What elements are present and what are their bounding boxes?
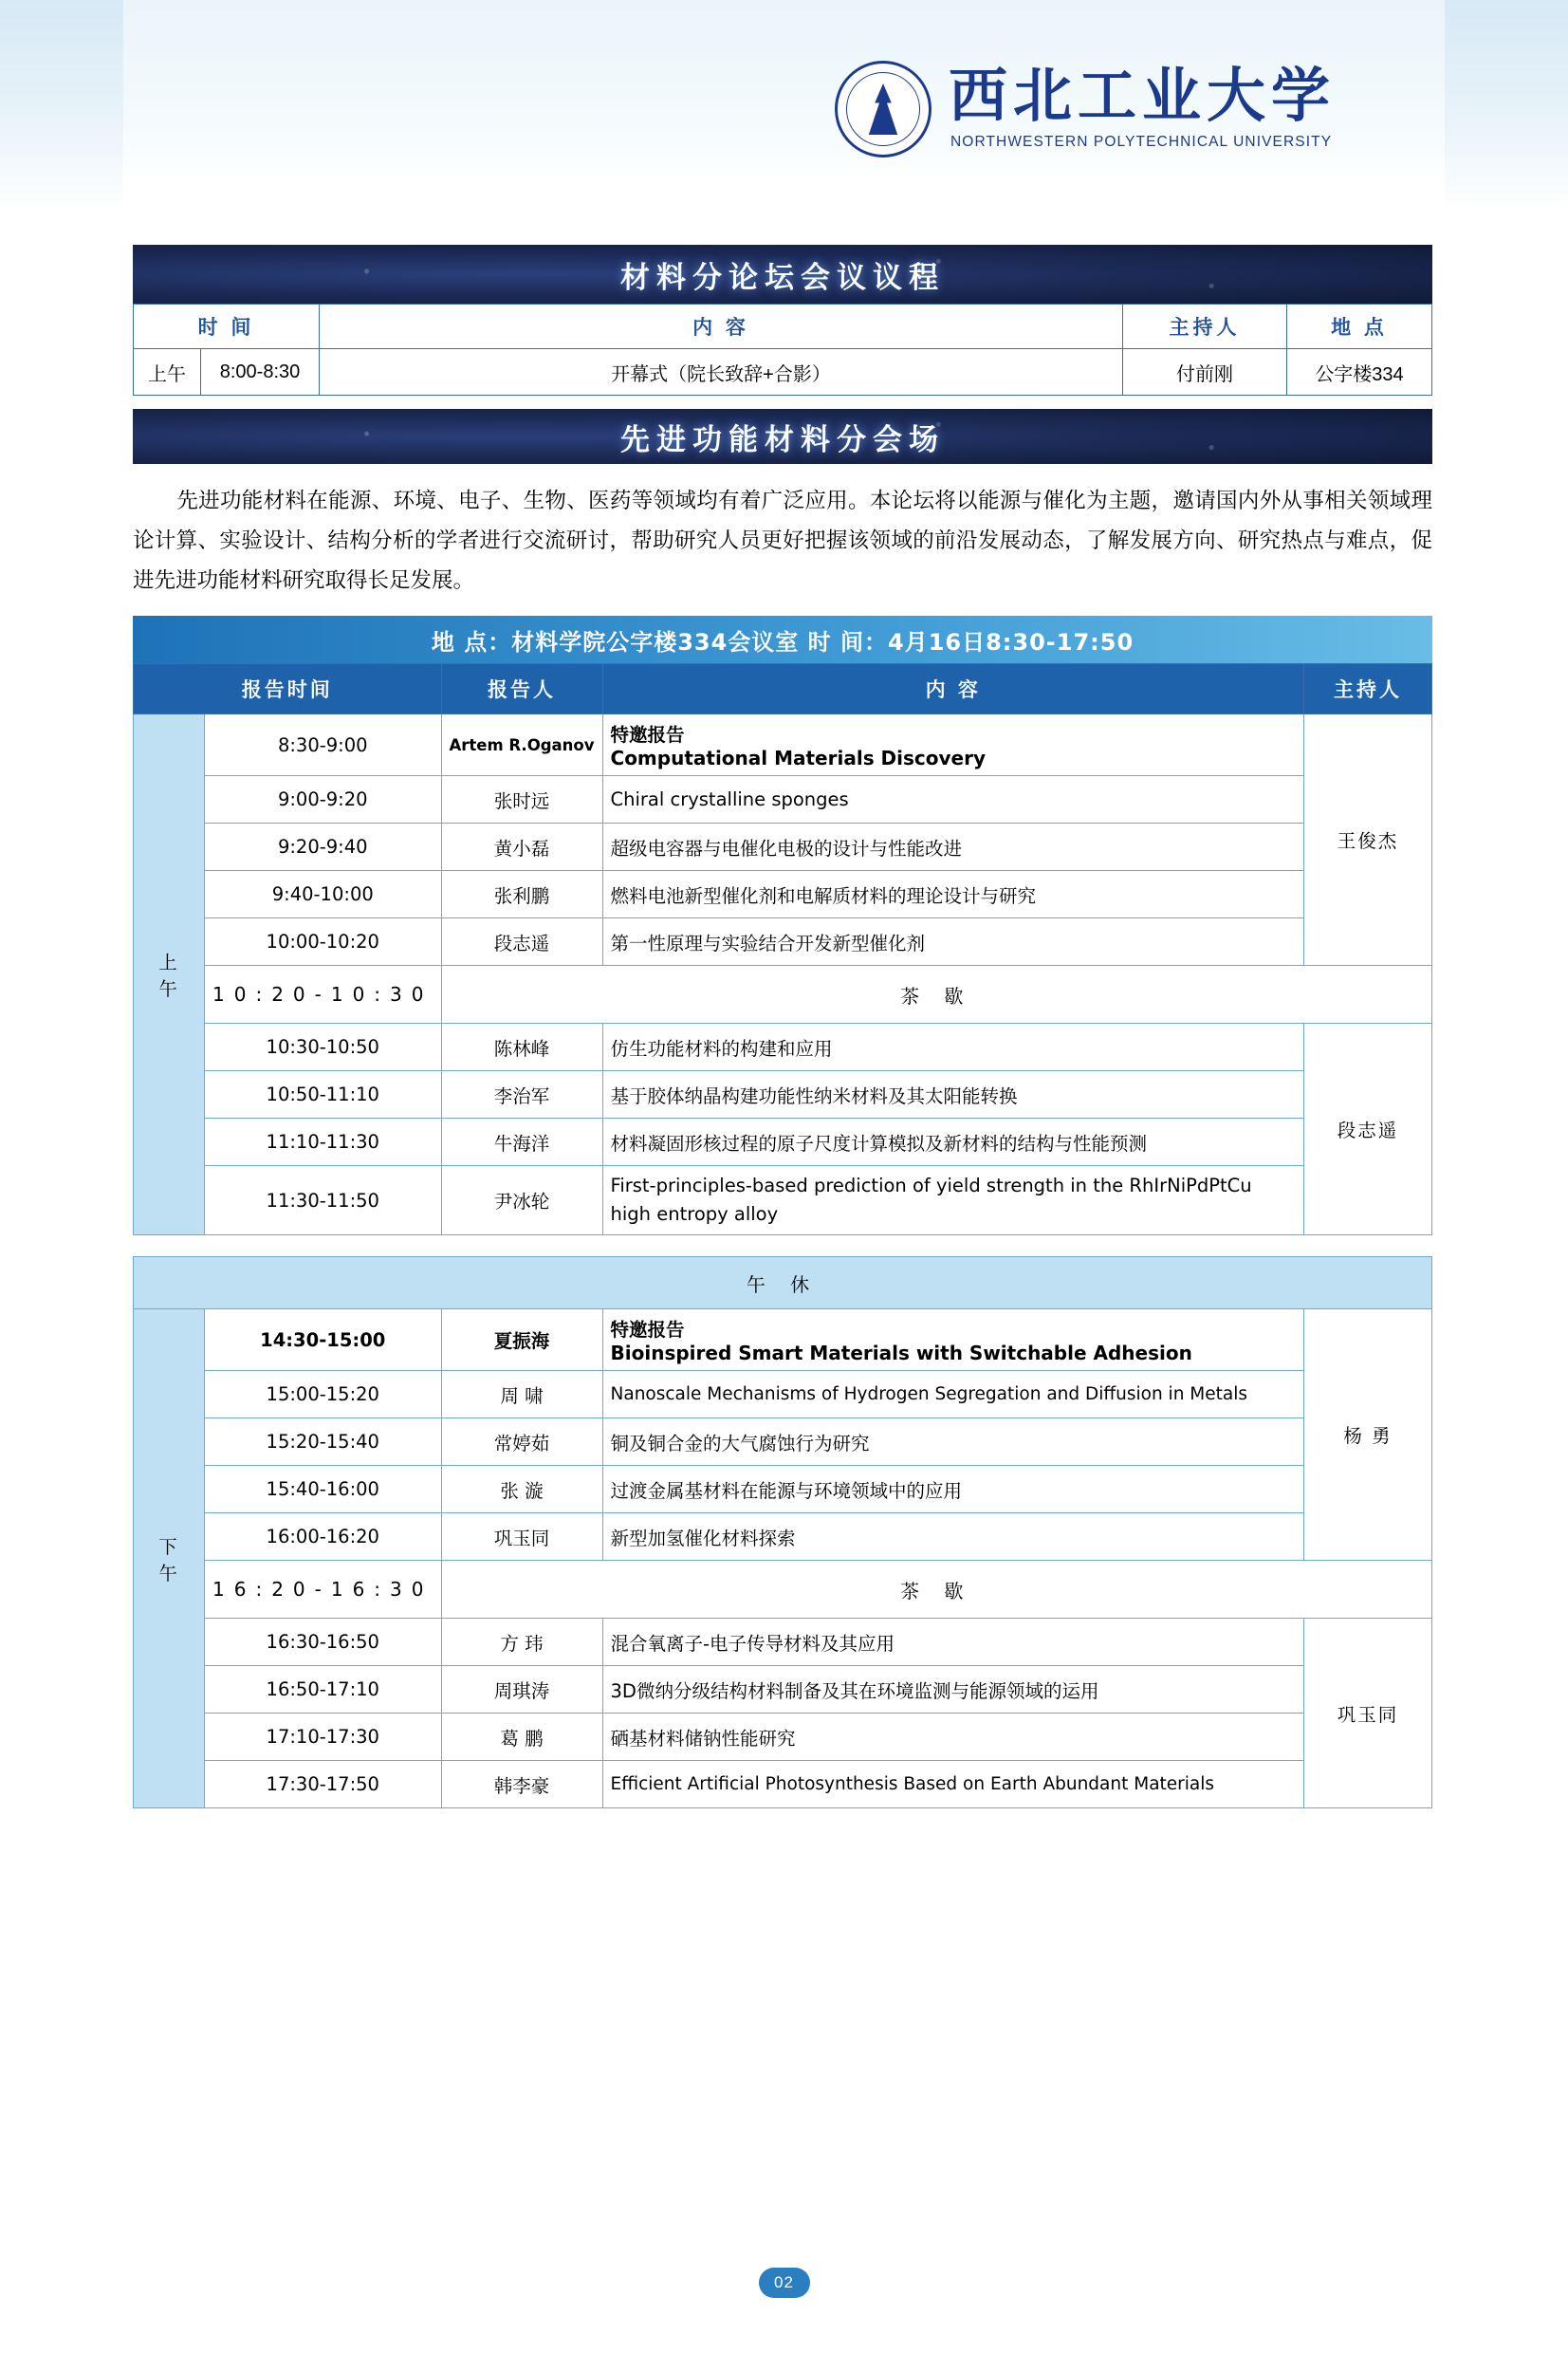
cell-speaker: 张利鹏: [441, 871, 602, 918]
table-row: [134, 1714, 1432, 1761]
cell-content: Efficient Artificial Photosynthesis Based on Earth Abundant Materials: [602, 1761, 1303, 1808]
invited-talk-label: 特邀报告: [610, 724, 685, 746]
cell-content: 过渡金属基材料在能源与环境领域中的应用: [602, 1466, 1303, 1513]
tea-break-row: [134, 1561, 1432, 1619]
cell-time: 10:00-10:20: [205, 918, 442, 966]
table-row: [134, 1466, 1432, 1513]
cell-speaker: 周 啸: [441, 1371, 602, 1418]
cell-speaker: 常婷茹: [441, 1418, 602, 1466]
table-row: [134, 1666, 1432, 1714]
table-row: [134, 714, 1432, 776]
cell-time: 17:30-17:50: [205, 1761, 442, 1808]
cell-time: 15:00-15:20: [205, 1371, 442, 1418]
cell-speaker: 周琪涛: [441, 1666, 602, 1714]
cell-content: 开幕式（院长致辞+合影）: [320, 349, 1123, 396]
session-description: [133, 481, 1432, 601]
cell-content: 第一性原理与实验结合开发新型催化剂: [602, 918, 1303, 966]
cell-speaker: 巩玉同: [441, 1513, 602, 1561]
cell-speaker: 尹冰轮: [441, 1166, 602, 1235]
cell-host: 付前刚: [1123, 349, 1287, 396]
table-row: [134, 1371, 1432, 1418]
cell-time: 16:30-16:50: [205, 1619, 442, 1666]
table-row: [134, 1309, 1432, 1371]
cell-session-morning: 上 午: [134, 714, 205, 1235]
cell-time: 16:00-16:20: [205, 1513, 442, 1561]
cell-content: [602, 1309, 1303, 1371]
opening-schedule-table: [133, 304, 1432, 396]
session-banner: [133, 409, 1432, 464]
cell-time: 11:10-11:30: [205, 1119, 442, 1166]
tea-break-row: [134, 966, 1432, 1024]
cell-time: 15:20-15:40: [205, 1418, 442, 1466]
header-report-time: 报告时间: [134, 664, 442, 714]
invited-talk-label: 特邀报告: [610, 1319, 685, 1341]
session-title: 先进功能材料分会场: [620, 422, 945, 457]
cell-content: 铜及铜合金的大气腐蚀行为研究: [602, 1418, 1303, 1466]
cell-session-afternoon: 下 午: [134, 1309, 205, 1808]
cell-time: 9:00-9:20: [205, 776, 442, 824]
cell-time: 16:50-17:10: [205, 1666, 442, 1714]
cell-speaker: 韩李豪: [441, 1761, 602, 1808]
venue-time-bar: [133, 616, 1432, 663]
cell-lunch-label: 午 休: [134, 1257, 1432, 1309]
table-row: [134, 871, 1432, 918]
cell-time: 8:00-8:30: [201, 349, 320, 396]
table-row: [134, 1761, 1432, 1808]
session-schedule-table: [133, 663, 1432, 1808]
page-header: [0, 0, 1568, 211]
invited-talk-title: Bioinspired Smart Materials with Switchable Adhesion: [610, 1342, 1192, 1364]
table-header-row: [134, 664, 1432, 714]
table-row: [134, 1166, 1432, 1235]
cell-place: 公字楼334: [1287, 349, 1432, 396]
lunch-break-row: [134, 1257, 1432, 1309]
cell-time: 10:50-11:10: [205, 1071, 442, 1119]
table-header-row: [134, 305, 1432, 349]
table-row: [134, 349, 1432, 396]
cell-time: 14:30-15:00: [205, 1309, 442, 1371]
header-host: 主持人: [1304, 664, 1432, 714]
cell-speaker: 方 玮: [441, 1619, 602, 1666]
cell-time: 9:20-9:40: [205, 824, 442, 871]
cell-content: 超级电容器与电催化电极的设计与性能改进: [602, 824, 1303, 871]
header-content: 内 容: [320, 305, 1123, 349]
cell-break-label: 茶 歇: [441, 966, 1432, 1024]
page-number-badge: [759, 2268, 810, 2298]
table-row: [134, 1513, 1432, 1561]
spacer-row: [134, 1235, 1432, 1257]
table-row: [134, 1619, 1432, 1666]
session-description-text: 先进功能材料在能源、环境、电子、生物、医药等领域均有着广泛应用。本论坛将以能源与催化为主题，邀请国内外从事相关领域理论计算、实验设计、结构分析的学者进行交流研讨，帮助研究人员更好把握该领域的前沿发展动态，了解发展方向、研究热点与难点，促进先进功能材料研究取得长足发展。: [133, 489, 1432, 593]
cell-speaker: 张 漩: [441, 1466, 602, 1513]
cell-speaker: 陈林峰: [441, 1024, 602, 1071]
cell-content: 燃料电池新型催化剂和电解质材料的理论设计与研究: [602, 871, 1303, 918]
cell-content: Nanoscale Mechanisms of Hydrogen Segregation and Diffusion in Metals: [602, 1371, 1303, 1418]
forum-agenda-title: 材料分论坛会议议程: [620, 260, 945, 295]
cell-ampm: 上午: [134, 349, 201, 396]
header-place: 地 点: [1287, 305, 1432, 349]
header-speaker: 报告人: [441, 664, 602, 714]
cell-speaker: 牛海洋: [441, 1119, 602, 1166]
cell-content: 仿生功能材料的构建和应用: [602, 1024, 1303, 1071]
venue-time-text: 地 点：材料学院公字楼334会议室 时 间：4月16日8:30-17:50: [431, 628, 1134, 656]
cell-speaker: 夏振海: [441, 1309, 602, 1371]
cell-content: 硒基材料储钠性能研究: [602, 1714, 1303, 1761]
table-row: [134, 918, 1432, 966]
header-content: 内 容: [602, 664, 1303, 714]
invited-talk-title: Computational Materials Discovery: [610, 747, 987, 769]
university-name-en: NORTHWESTERN POLYTECHNICAL UNIVERSITY: [950, 134, 1333, 150]
header-time: 时 间: [134, 305, 320, 349]
cell-speaker: Artem R.Oganov: [441, 714, 602, 776]
cell-content: 材料凝固形核过程的原子尺度计算模拟及新材料的结构与性能预测: [602, 1119, 1303, 1166]
cell-break-label: 茶 歇: [441, 1561, 1432, 1619]
cell-speaker: 张时远: [441, 776, 602, 824]
cell-content: [602, 714, 1303, 776]
cell-time: 10:20-10:30: [205, 966, 442, 1024]
page-number-text: 02: [774, 2273, 794, 2291]
cell-time: 16:20-16:30: [205, 1561, 442, 1619]
table-row: [134, 824, 1432, 871]
cell-speaker: 葛 鹏: [441, 1714, 602, 1761]
cell-content: 新型加氢催化材料探索: [602, 1513, 1303, 1561]
table-row: [134, 1071, 1432, 1119]
cell-content: 基于胶体纳晶构建功能性纳米材料及其太阳能转换: [602, 1071, 1303, 1119]
cell-content: 3D微纳分级结构材料制备及其在环境监测与能源领域的运用: [602, 1666, 1303, 1714]
university-name-cn: 西北工业大学: [949, 65, 1337, 129]
cell-time: 10:30-10:50: [205, 1024, 442, 1071]
cell-host: 巩玉同: [1304, 1619, 1432, 1808]
cell-time: 17:10-17:30: [205, 1714, 442, 1761]
cell-time: 15:40-16:00: [205, 1466, 442, 1513]
header-left-decor: [0, 0, 123, 211]
cell-speaker: 黄小磊: [441, 824, 602, 871]
cell-speaker: 李治军: [441, 1071, 602, 1119]
page-content: [133, 245, 1432, 1808]
table-row: [134, 1024, 1432, 1071]
cell-host: 杨 勇: [1304, 1309, 1432, 1561]
cell-content: Chiral crystalline sponges: [602, 776, 1303, 824]
cell-speaker: 段志遥: [441, 918, 602, 966]
table-row: [134, 776, 1432, 824]
cell-time: 9:40-10:00: [205, 871, 442, 918]
university-logo: [835, 47, 1404, 171]
cell-time: 11:30-11:50: [205, 1166, 442, 1235]
cell-content: 混合氧离子-电子传导材料及其应用: [602, 1619, 1303, 1666]
npu-seal-icon: [835, 61, 932, 157]
cell-host: 段志遥: [1304, 1024, 1432, 1235]
cell-host: 王俊杰: [1304, 714, 1432, 966]
header-right-decor: [1445, 0, 1568, 211]
table-row: [134, 1418, 1432, 1466]
forum-agenda-banner: [133, 245, 1432, 304]
cell-time: 8:30-9:00: [205, 714, 442, 776]
cell-content: First-principles-based prediction of yield strength in the RhIrNiPdPtCu high entropy alloy: [602, 1166, 1303, 1235]
header-host: 主持人: [1123, 305, 1287, 349]
table-row: [134, 1119, 1432, 1166]
